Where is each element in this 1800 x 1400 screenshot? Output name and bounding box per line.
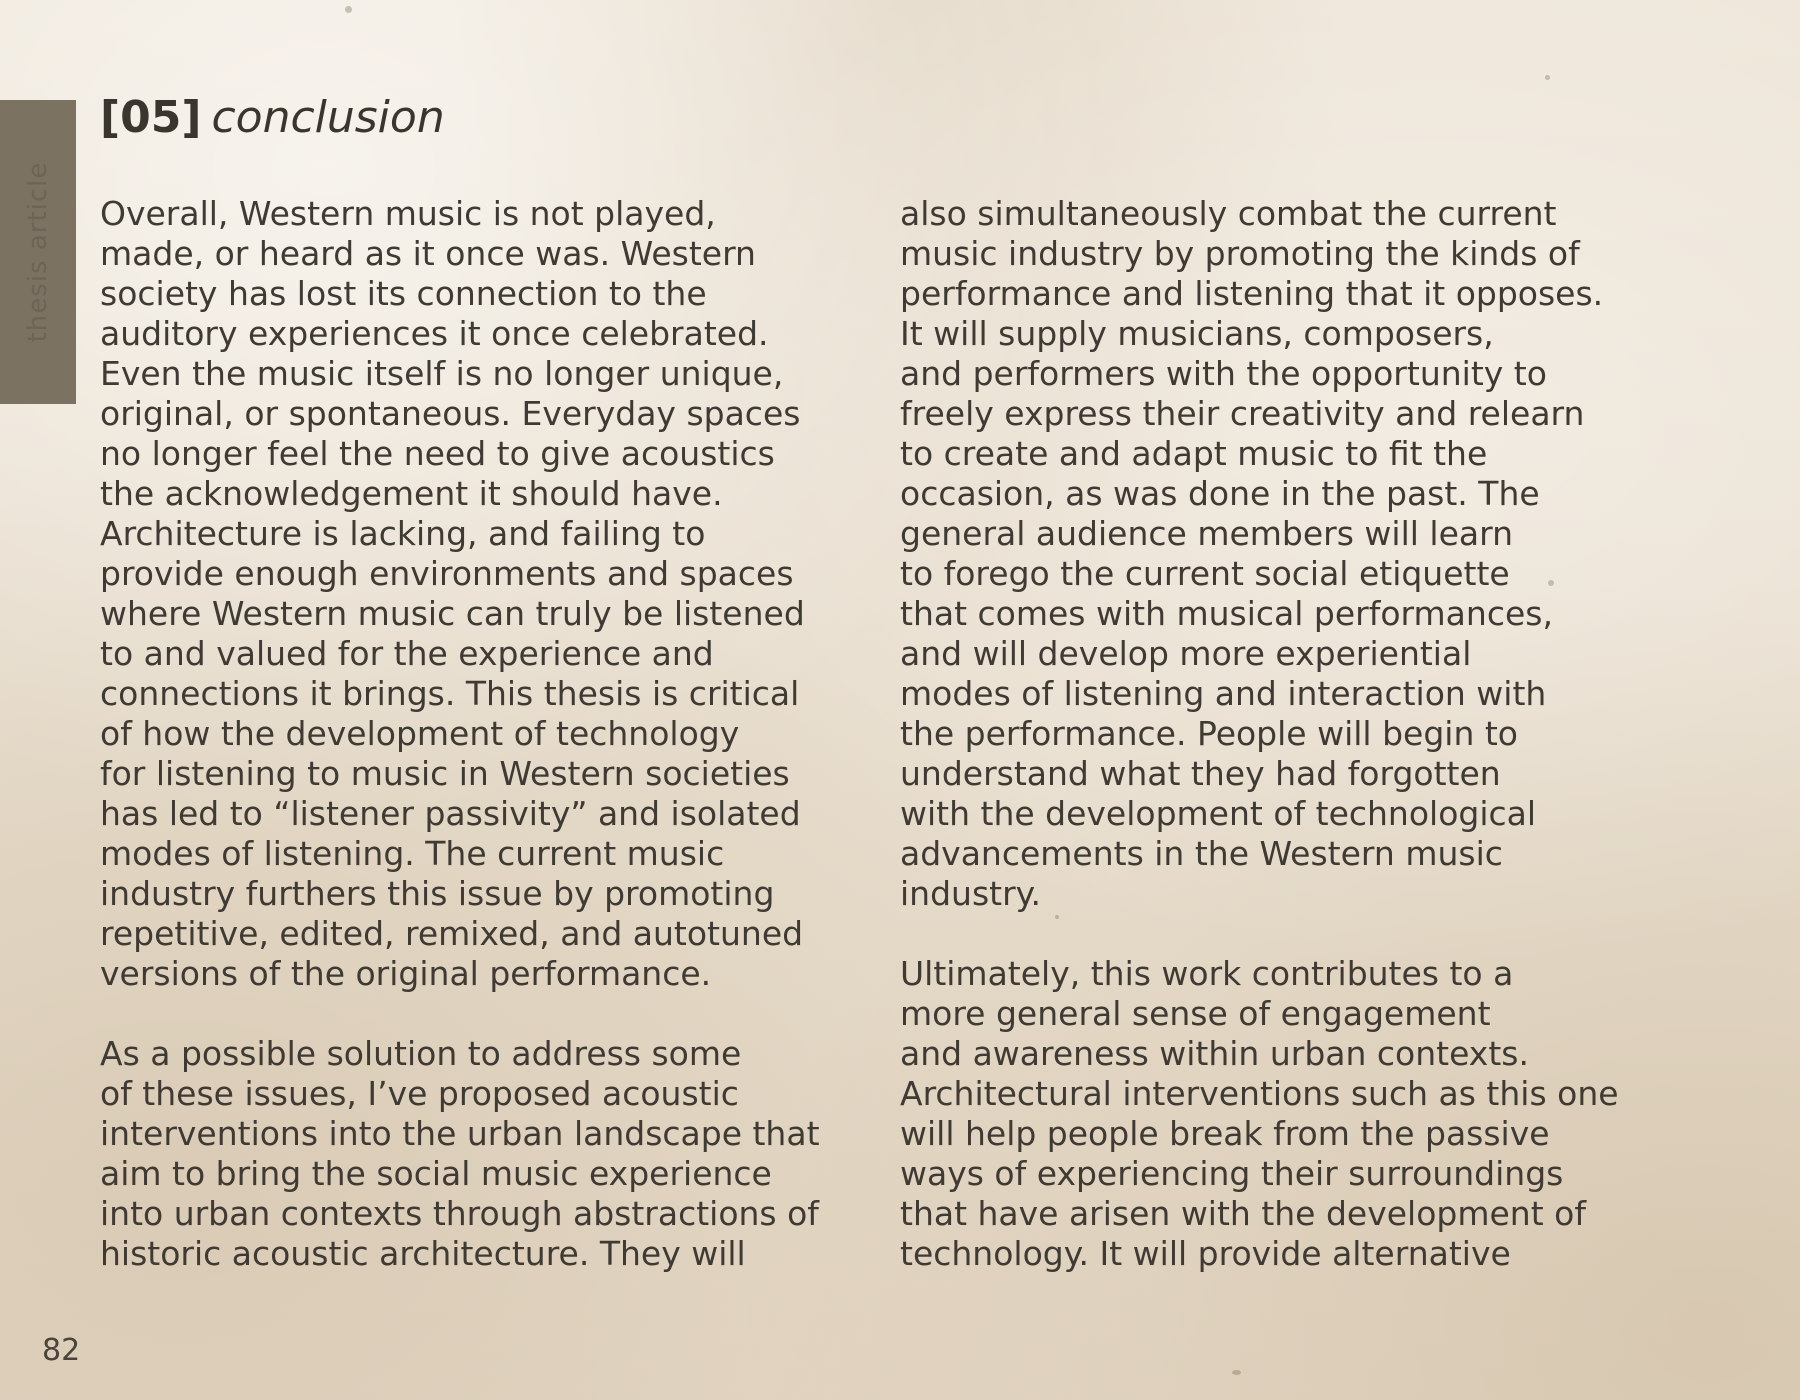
text-line: society has lost its connection to the	[100, 274, 707, 313]
text-line: to forego the current social etiquette	[900, 554, 1510, 593]
text-line: auditory experiences it once celebrated.	[100, 314, 769, 353]
text-line: original, or spontaneous. Everyday spaces	[100, 394, 801, 433]
text-line: and performers with the opportunity to	[900, 354, 1547, 393]
text-line: ways of experiencing their surroundings	[900, 1154, 1564, 1193]
text-line: the performance. People will begin to	[900, 714, 1518, 753]
text-line: will help people break from the passive	[900, 1114, 1550, 1153]
text-line: As a possible solution to address some	[100, 1034, 742, 1073]
paper-speck	[1232, 1370, 1241, 1375]
text-line: performance and listening that it opposes.	[900, 274, 1604, 313]
right-column	[900, 194, 1620, 1274]
text-line: Overall, Western music is not played,	[100, 194, 716, 233]
text-line: industry furthers this issue by promoting	[100, 874, 775, 913]
paper-speck	[345, 6, 352, 13]
paragraph-gap	[900, 914, 1620, 954]
text-line: industry.	[900, 874, 1041, 913]
text-line: It will supply musicians, composers,	[900, 314, 1494, 353]
text-line: Architectural interventions such as this one	[900, 1074, 1619, 1113]
section-heading	[100, 92, 445, 143]
left-column	[100, 194, 820, 1274]
text-line: with the development of technological	[900, 794, 1537, 833]
section-number: [05]	[100, 92, 202, 143]
text-line: music industry by promoting the kinds of	[900, 234, 1580, 273]
text-line: versions of the original performance.	[100, 954, 712, 993]
text-line: that comes with musical performances,	[900, 594, 1553, 633]
text-line: to and valued for the experience and	[100, 634, 714, 673]
text-line: interventions into the urban landscape that	[100, 1114, 820, 1153]
side-tab-label: thesis article	[23, 161, 53, 343]
text-line: freely express their creativity and relearn	[900, 394, 1585, 433]
text-line: general audience members will learn	[900, 514, 1513, 553]
text-line: to create and adapt music to fit the	[900, 434, 1488, 473]
text-line: and will develop more experiential	[900, 634, 1472, 673]
text-line: modes of listening and interaction with	[900, 674, 1547, 713]
text-line: understand what they had forgotten	[900, 754, 1501, 793]
text-line: where Western music can truly be listened	[100, 594, 805, 633]
text-line: Architecture is lacking, and failing to	[100, 514, 706, 553]
text-line: no longer feel the need to give acoustics	[100, 434, 775, 473]
text-line: Ultimately, this work contributes to a	[900, 954, 1514, 993]
text-line: Even the music itself is no longer unique,	[100, 354, 784, 393]
text-line: made, or heard as it once was. Western	[100, 234, 756, 273]
text-line: also simultaneously combat the current	[900, 194, 1557, 233]
text-line: the acknowledgement it should have.	[100, 474, 723, 513]
paper-speck	[1545, 75, 1550, 80]
paragraph	[900, 194, 1620, 914]
text-line: repetitive, edited, remixed, and autotuned	[100, 914, 804, 953]
text-line: modes of listening. The current music	[100, 834, 725, 873]
text-line: occasion, as was done in the past. The	[900, 474, 1540, 513]
text-line: of how the development of technology	[100, 714, 740, 753]
text-line: aim to bring the social music experience	[100, 1154, 772, 1193]
text-line: for listening to music in Western societies	[100, 754, 790, 793]
side-tab	[0, 100, 76, 404]
text-line: technology. It will provide alternative	[900, 1234, 1511, 1273]
text-line: advancements in the Western music	[900, 834, 1503, 873]
text-line: into urban contexts through abstractions of	[100, 1194, 819, 1233]
paragraph	[100, 1034, 820, 1274]
page-number: 82	[42, 1333, 81, 1368]
text-line: more general sense of engagement	[900, 994, 1491, 1033]
text-line: provide enough environments and spaces	[100, 554, 794, 593]
text-line: that have arisen with the development of	[900, 1194, 1586, 1233]
text-line: has led to “listener passivity” and isolated	[100, 794, 801, 833]
text-line: of these issues, I’ve proposed acoustic	[100, 1074, 739, 1113]
paragraph	[100, 194, 820, 994]
paragraph	[900, 954, 1620, 1274]
text-line: and awareness within urban contexts.	[900, 1034, 1529, 1073]
section-title: conclusion	[211, 92, 445, 143]
text-line: historic acoustic architecture. They will	[100, 1234, 746, 1273]
paragraph-gap	[100, 994, 820, 1034]
text-line: connections it brings. This thesis is critical	[100, 674, 800, 713]
